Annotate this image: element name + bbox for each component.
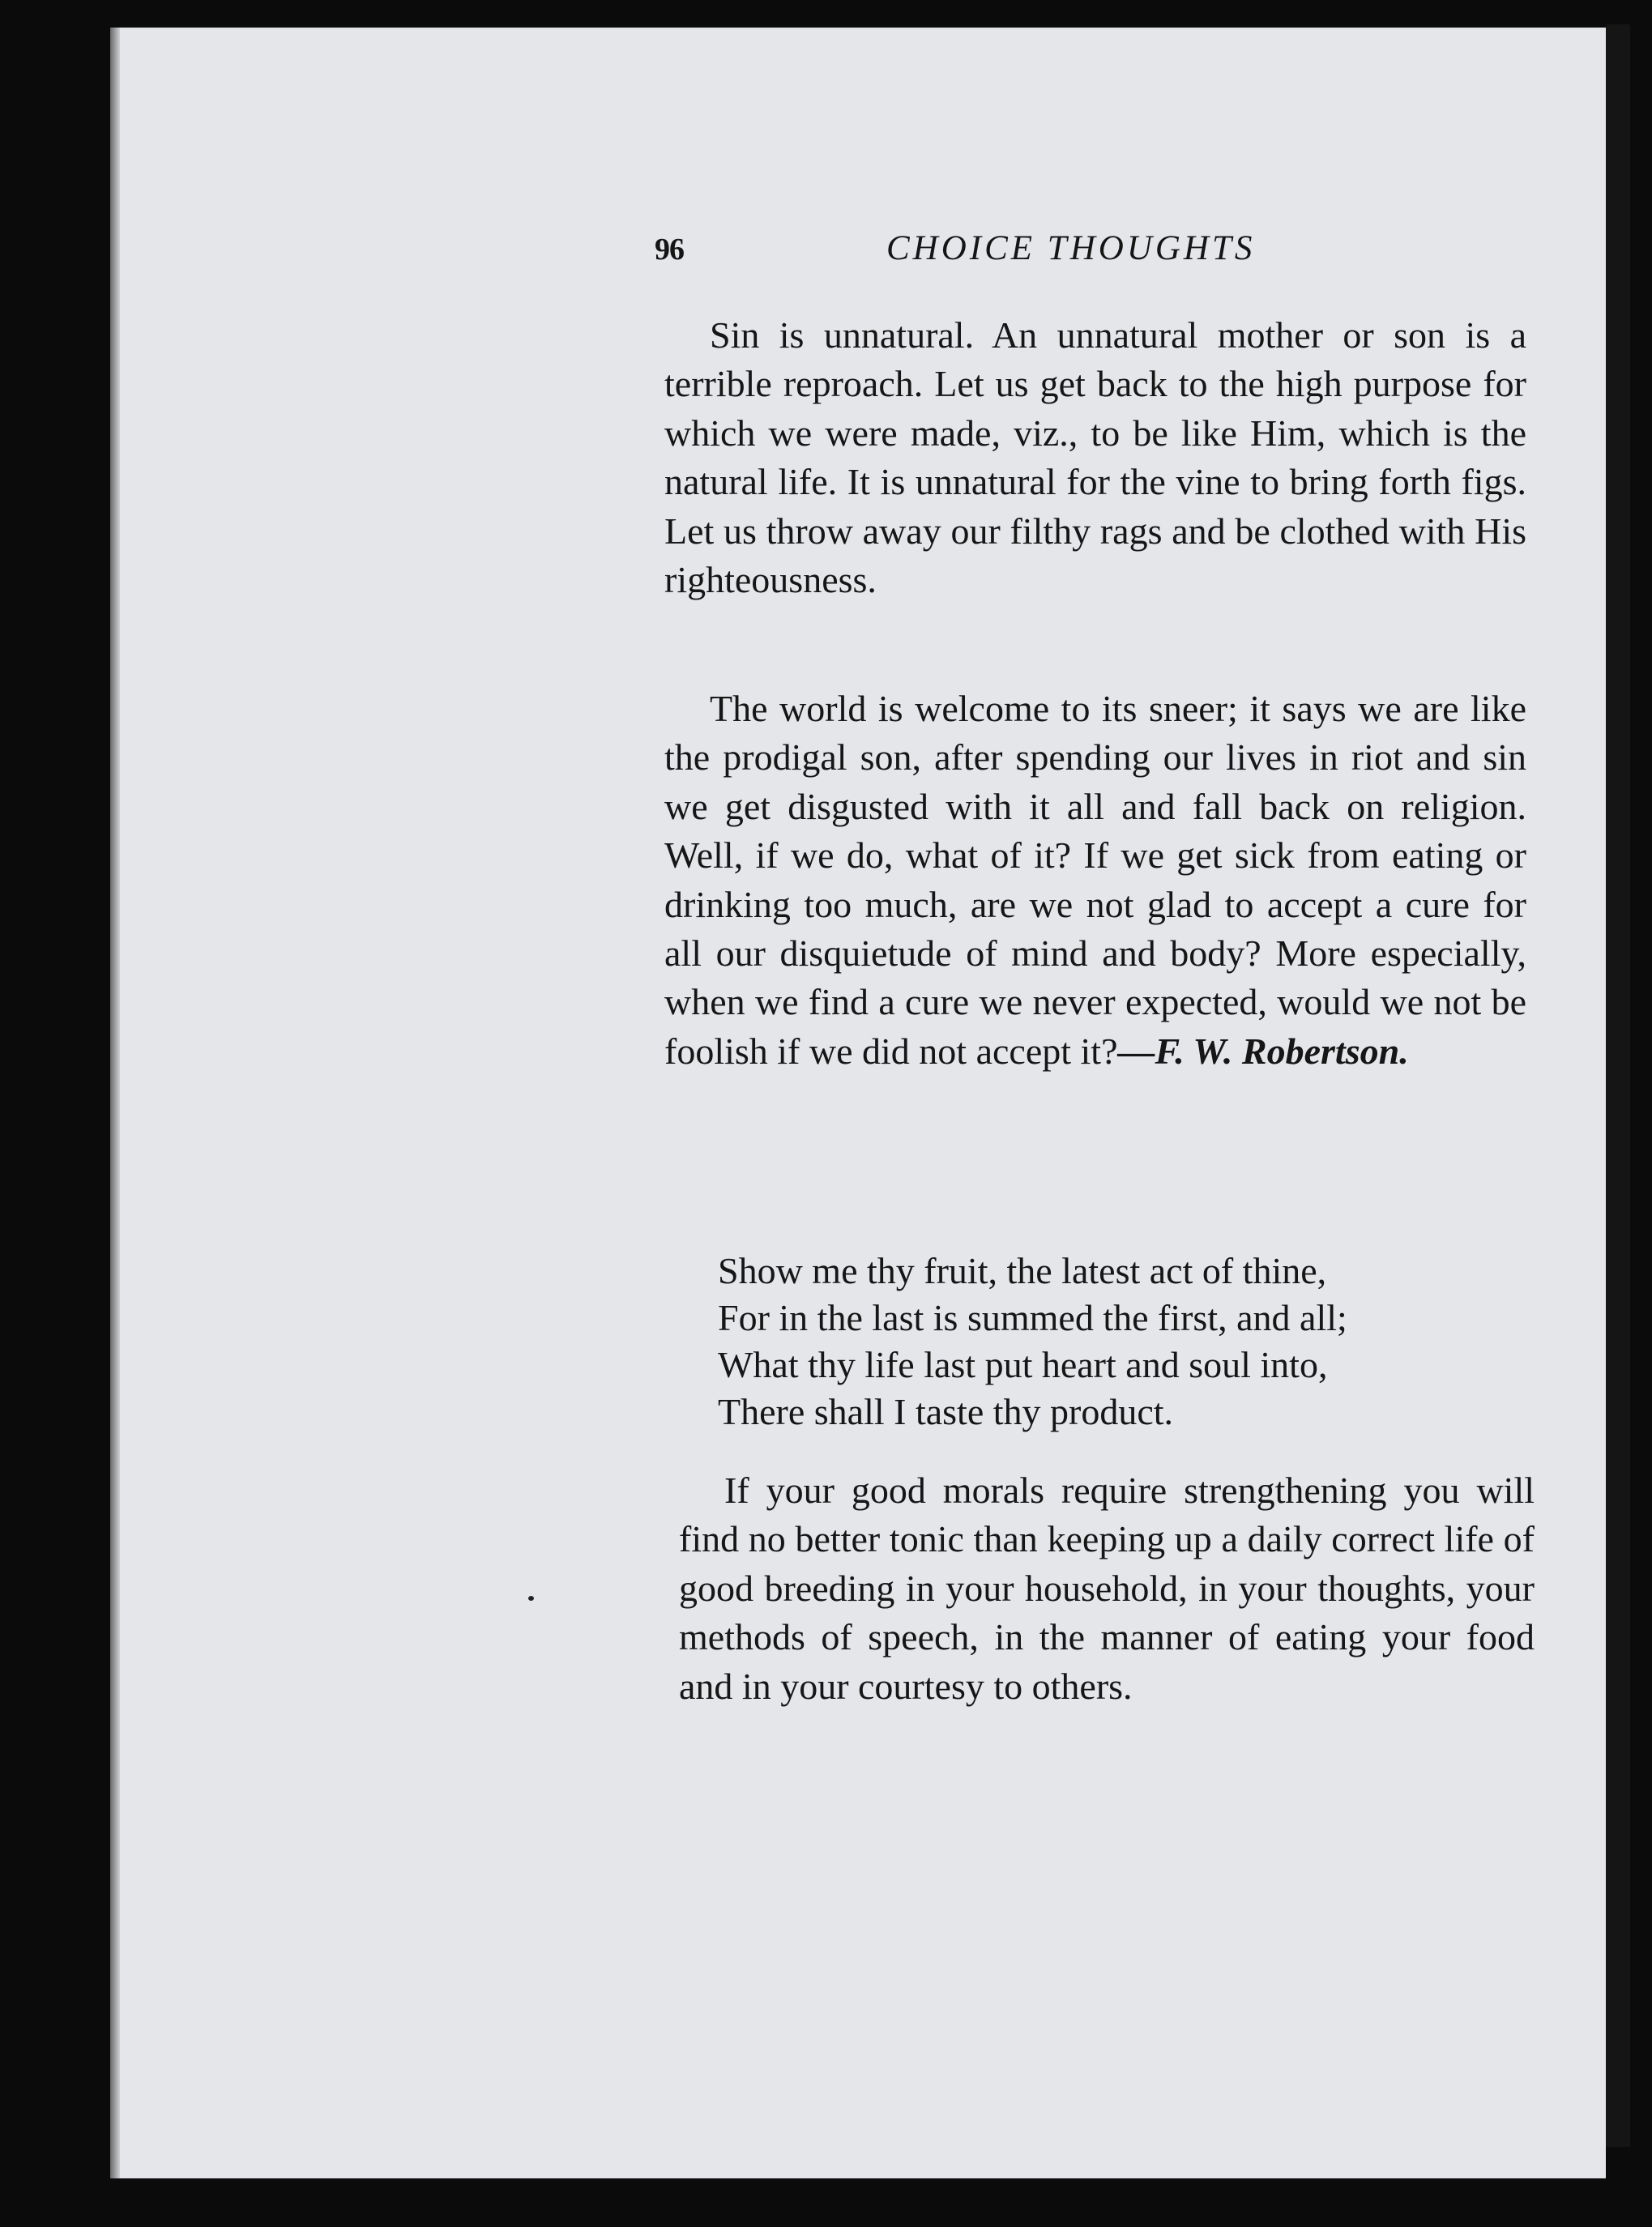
poem-stanza xyxy=(718,1248,1528,1436)
paragraph-good-morals xyxy=(679,1466,1535,1711)
book-title: CHOICE THOUGHTS xyxy=(886,229,1256,267)
paragraph-text: Sin is unnatural. An unnatural mother or son is a terrible reproach. Let us get back to the high purpose for which we were made, viz., to be like Him, which is the natural life. It is unnatural for the vine to bring forth figs. Let us throw away our filthy rags and be clothed with His righteousness. xyxy=(664,314,1526,601)
page-number: 96 xyxy=(655,233,684,267)
poem-line: There shall I taste thy product. xyxy=(718,1391,1174,1432)
paragraph-text: If your good morals require strengthening you will find no better tonic than keeping up a daily correct life of good breeding in your household, in your thoughts, your methods of speech, in the manner of eating your food and in your courtesy to others. xyxy=(679,1470,1535,1707)
attribution: —F. W. Robertson. xyxy=(1117,1030,1409,1072)
paragraph-sin-unnatural xyxy=(664,311,1526,604)
paragraph-text: The world is welcome to its sneer; it says we are like the prodigal son, after spending our lives in riot and sin we get disgusted with it all and fall back on religion. Well, if we do, what of it? If we get sick from eating or drinking too much, are we not glad to accept a cure for all our disquietude of mind and body? More especially, when we find a cure we never expected, would we not be foolish if we did not accept it? xyxy=(664,688,1526,1072)
page-gutter-shadow xyxy=(110,28,120,2178)
running-head xyxy=(655,228,1295,277)
paragraph-prodigal-son xyxy=(664,685,1526,1076)
ink-speck xyxy=(528,1596,534,1601)
poem-line: What thy life last put heart and soul into, xyxy=(718,1344,1328,1385)
paragraph-text-with-attribution xyxy=(664,685,1526,1076)
poem-line: Show me thy fruit, the latest act of thine, xyxy=(718,1250,1327,1291)
page-edge-right xyxy=(1606,24,1630,2147)
poem-line: For in the last is summed the first, and all; xyxy=(718,1297,1347,1338)
